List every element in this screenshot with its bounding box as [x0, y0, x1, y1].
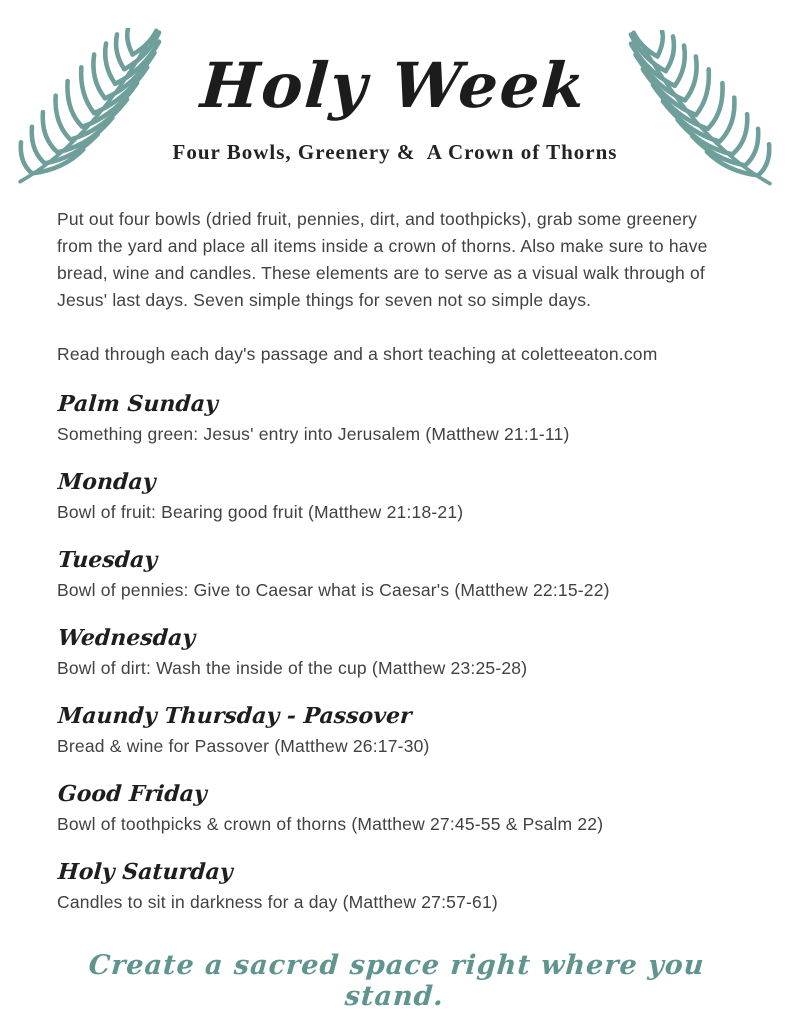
day-description: Bowl of pennies: Give to Caesar what is Caesar's (Matthew 22:15-22) [57, 580, 610, 600]
day-description: Something green: Jesus' entry into Jerusalem (Matthew 21:1-11) [57, 424, 570, 444]
day-section-monday [57, 467, 734, 524]
day-description: Bowl of toothpicks & crown of thorns (Matthew 27:45-55 & Psalm 22) [57, 814, 604, 834]
day-section-wednesday [57, 623, 734, 680]
day-section-good-friday [57, 779, 734, 836]
day-name: Palm Sunday [57, 391, 219, 417]
day-name: Wednesday [57, 625, 197, 651]
day-name: Maundy Thursday - Passover [57, 703, 413, 729]
day-name: Good Friday [57, 781, 208, 807]
day-description: Bread & wine for Passover (Matthew 26:17-30) [57, 736, 430, 756]
page-subtitle: Four Bowls, Greenery & A Crown of Thorns [172, 140, 618, 164]
read-note: Read through each day's passage and a short teaching at coletteeaton.com [57, 344, 658, 364]
day-section-palm-sunday [57, 389, 734, 446]
footer-quote: Create a sacred space right where you stand. [87, 950, 706, 1012]
day-description: Candles to sit in darkness for a day (Matthew 27:57-61) [57, 892, 498, 912]
intro-paragraph: Put out four bowls (dried fruit, pennies, dirt, and toothpicks), grab some greenery from the yard and place all items inside a crown of thorns. Also make sure to have bread, wine and candles. These elements are to serve as a visual walk through of Jesus' last days. Seven simple things for seven not so simple days. [57, 209, 708, 310]
day-name: Monday [57, 469, 157, 495]
day-section-holy-saturday [57, 857, 734, 914]
day-description: Bowl of dirt: Wash the inside of the cup (Matthew 23:25-28) [57, 658, 528, 678]
page-title: Holy Week [198, 49, 590, 122]
content [0, 192, 790, 1012]
day-name: Tuesday [57, 547, 159, 573]
day-description: Bowl of fruit: Bearing good fruit (Matthew 21:18-21) [57, 502, 464, 522]
day-section-maundy-thursday [57, 701, 734, 758]
header [0, 0, 790, 192]
day-name: Holy Saturday [57, 859, 234, 885]
day-section-tuesday [57, 545, 734, 602]
